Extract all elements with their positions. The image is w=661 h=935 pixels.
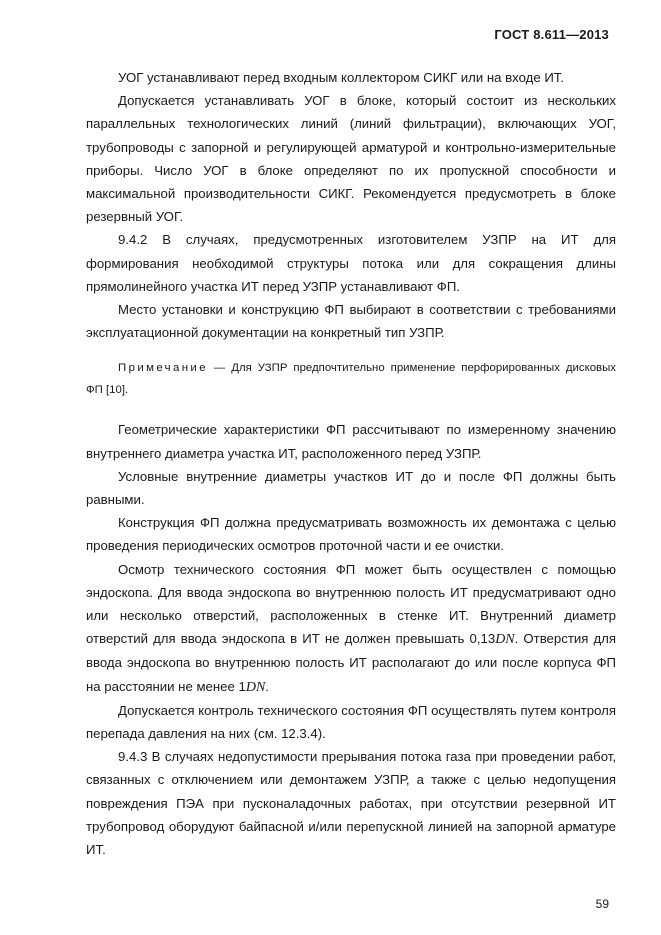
paragraph-fp-construction: Конструкция ФП должна предусматривать возможность их демонтажа с целью проведения периодических осмотров проточной части и ее очистки. — [86, 515, 616, 554]
paragraph-fp-geometry: Геометрические характеристики ФП рассчитывают по измеренному значению внутреннего диаметра участка ИТ, расположенного перед УЗПР. — [86, 422, 616, 461]
endoscope-text-part3: . — [265, 678, 269, 694]
page-body — [86, 66, 616, 861]
paragraph-uog-block: Допускается устанавливать УОГ в блоке, который состоит из нескольких параллельных технологических линий (линий фильтрации), включающих УОГ, трубопроводы с запорной и регулирующей арматурой и контрольно-измерительные приборы. Число УОГ в блоке определяют по их пропускной способности и максимальной производительности СИКГ. Рекомендуется предусмотреть в блоке резервный УОГ. — [86, 93, 616, 225]
paragraph-9-4-3: 9.4.3 В случаях недопустимости прерывания потока газа при проведении работ, связанных с отключением или демонтажем УЗПР, а также с целью недопущения повреждения ПЭА при пусконаладочных работах, при отсутствии резервной ИТ трубопровод оборудуют байпасной и/или перепускной линией на запорной арматуре ИТ. — [86, 749, 616, 858]
endoscope-text-part2: . Отверстия для ввода эндоскопа во внутреннюю полость ИТ располагают до или после корпуса ФП на расстоянии не менее 1 — [86, 631, 616, 694]
paragraph-fp-placement: Место установки и конструкцию ФП выбирают в соответствии с требованиями эксплуатационной документации на конкретный тип УЗПР. — [86, 302, 616, 341]
paragraph-9-4-2: 9.4.2 В случаях, предусмотренных изготовителем УЗПР на ИТ для формирования необходимой структуры потока или для сокращения длины прямолинейного участка ИТ перед УЗПР устанавливают ФП. — [86, 232, 616, 294]
paragraph-endoscope — [86, 558, 616, 699]
document-header: ГОСТ 8.611—2013 — [494, 27, 609, 42]
paragraph-fp-diameters: Условные внутренние диаметры участков ИТ до и после ФП должны быть равными. — [86, 468, 616, 508]
math-dn: DN — [245, 679, 266, 695]
paragraph-pressure-control: Допускается контроль технического состояния ФП осуществлять путем контроля перепада давления на них (см. 12.3.4). — [86, 702, 616, 742]
endoscope-text-part1: Осмотр технического состояния ФП может быть осуществлен с помощью эндоскопа. Для ввода эндоскопа во внутреннюю полость ИТ предусматривают одно или несколько отверстий, расположенных в стенке ИТ. Внутренний диаметр отверстий для ввода эндоскопа в ИТ не должен превышать 0,13 — [86, 561, 616, 647]
note-text: — Для УЗПР предпочтительно применение перфорированных дисковых ФП [10]. — [86, 362, 616, 397]
note-label: Примечание — [118, 362, 208, 375]
math-dn: DN — [495, 632, 515, 648]
paragraph-uog-installation: УОГ устанавливают перед входным коллектором СИКГ или на входе ИТ. — [118, 70, 565, 85]
page-number: 59 — [595, 897, 609, 911]
note — [86, 357, 616, 401]
